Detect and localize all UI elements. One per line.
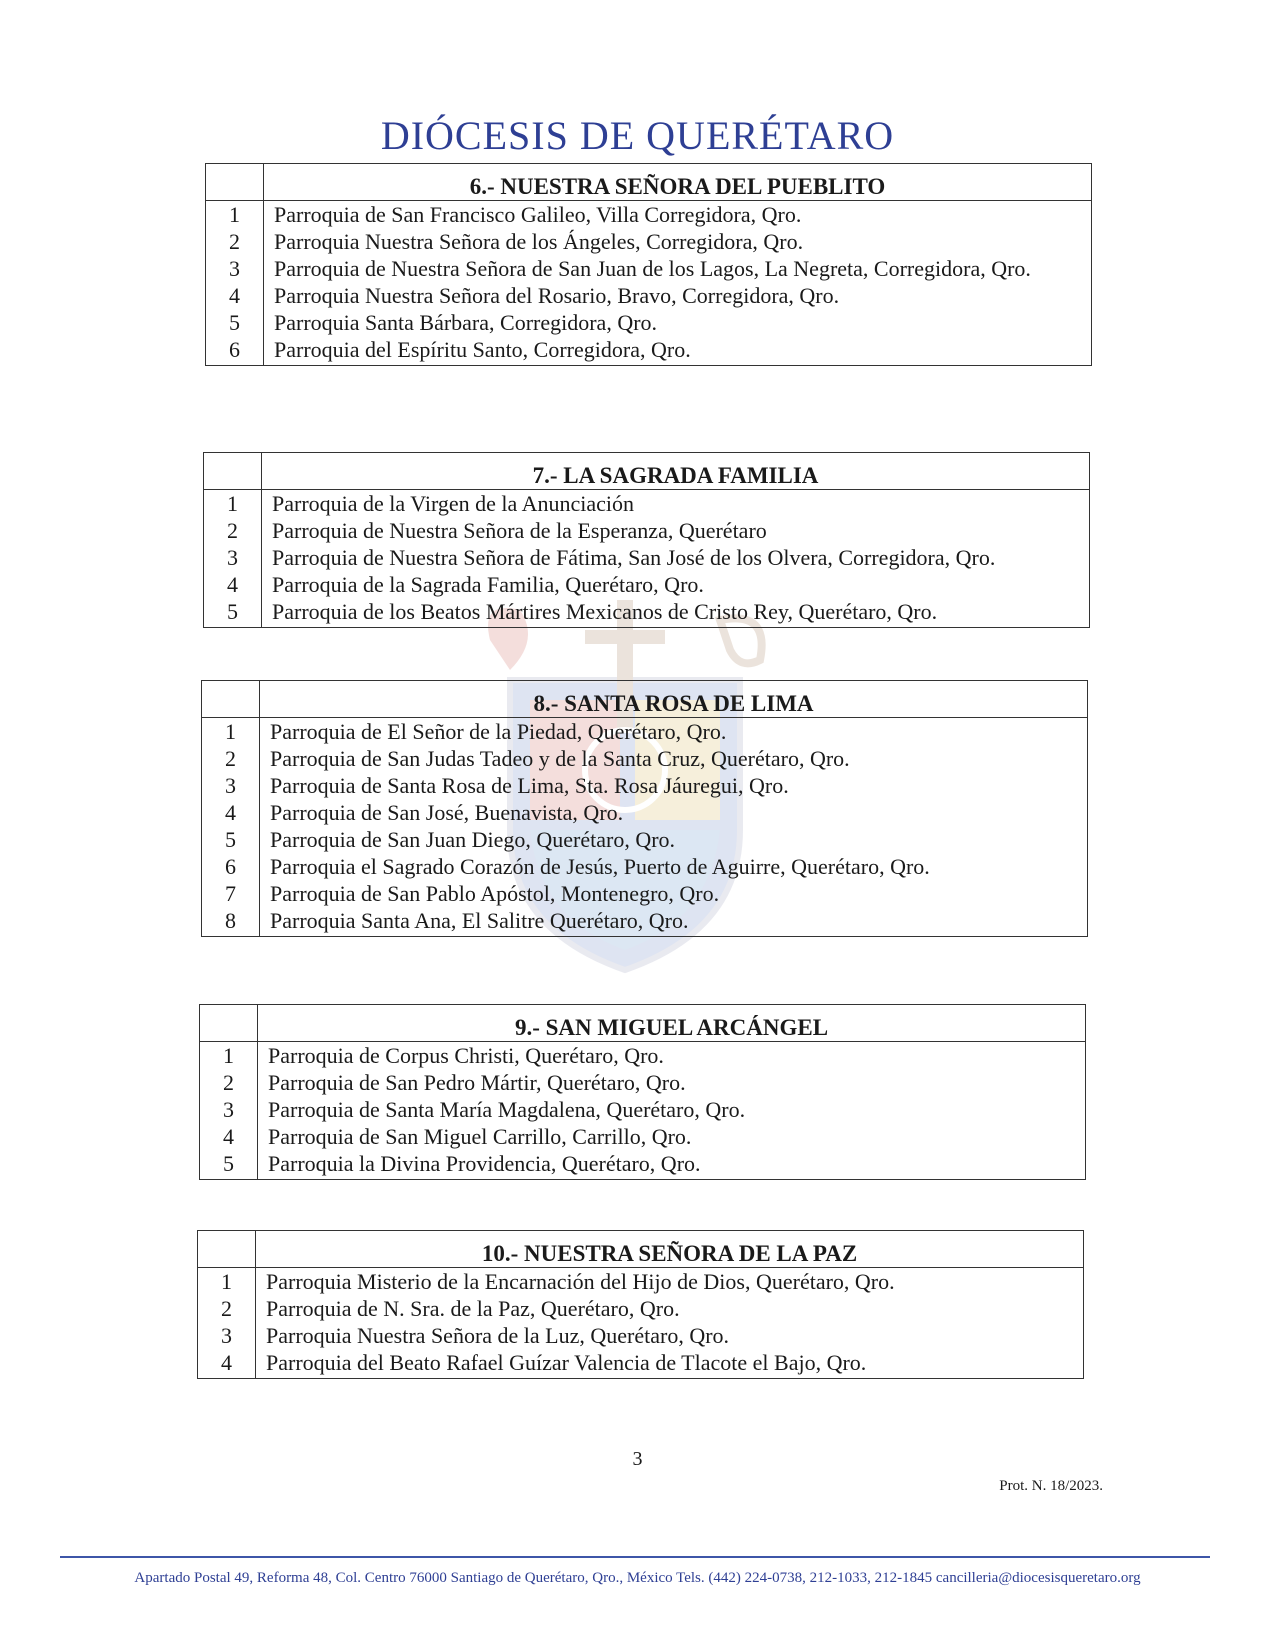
parish-number: 3 <box>206 255 264 282</box>
deanery-title: 9.- SAN MIGUEL ARCÁNGEL <box>258 1005 1086 1042</box>
parish-number: 1 <box>200 1042 258 1070</box>
parish-number: 6 <box>202 853 260 880</box>
table-row <box>200 1123 1086 1150</box>
parish-name: Parroquia de N. Sra. de la Paz, Querétaro, Qro. <box>256 1295 1084 1322</box>
parish-number: 4 <box>202 799 260 826</box>
parish-number: 2 <box>206 228 264 255</box>
parish-name: Parroquia Misterio de la Encarnación del Hijo de Dios, Querétaro, Qro. <box>256 1268 1084 1296</box>
table-row <box>206 255 1092 282</box>
parish-number: 4 <box>200 1123 258 1150</box>
parish-number: 2 <box>204 517 262 544</box>
deanery-title: 8.- SANTA ROSA DE LIMA <box>260 681 1088 718</box>
table-row <box>198 1295 1084 1322</box>
deanery-title: 6.- NUESTRA SEÑORA DEL PUEBLITO <box>264 164 1092 201</box>
table-row <box>204 598 1090 628</box>
deanery-title: 10.- NUESTRA SEÑORA DE LA PAZ <box>256 1231 1084 1268</box>
parish-number: 5 <box>200 1150 258 1180</box>
parish-number: 2 <box>202 745 260 772</box>
table-row <box>202 826 1088 853</box>
table-row <box>206 201 1092 229</box>
parish-name: Parroquia de San Judas Tadeo y de la Santa Cruz, Querétaro, Qro. <box>260 745 1088 772</box>
parish-number: 7 <box>202 880 260 907</box>
parish-number: 1 <box>204 490 262 518</box>
parish-name: Parroquia la Divina Providencia, Querétaro, Qro. <box>258 1150 1086 1180</box>
parish-number: 1 <box>202 718 260 746</box>
header-number-cell <box>202 681 260 718</box>
table-row <box>202 772 1088 799</box>
parish-name: Parroquia de la Sagrada Familia, Querétaro, Qro. <box>262 571 1090 598</box>
parish-number: 3 <box>204 544 262 571</box>
parish-number: 8 <box>202 907 260 937</box>
parish-number: 1 <box>198 1268 256 1296</box>
table-row <box>200 1150 1086 1180</box>
table-row <box>204 517 1090 544</box>
parish-name: Parroquia de San Francisco Galileo, Villa Corregidora, Qro. <box>264 201 1092 229</box>
parish-name: Parroquia de Santa María Magdalena, Querétaro, Qro. <box>258 1096 1086 1123</box>
table-row <box>202 907 1088 937</box>
table-row <box>202 718 1088 746</box>
deanery-title: 7.- LA SAGRADA FAMILIA <box>262 453 1090 490</box>
parish-name: Parroquia de El Señor de la Piedad, Querétaro, Qro. <box>260 718 1088 746</box>
parish-number: 5 <box>202 826 260 853</box>
protocol-number: Prot. N. 18/2023. <box>999 1478 1103 1494</box>
table-row <box>200 1069 1086 1096</box>
table-row <box>206 282 1092 309</box>
table-row <box>200 1042 1086 1070</box>
header-number-cell <box>206 164 264 201</box>
parish-name: Parroquia de Nuestra Señora de San Juan de los Lagos, La Negreta, Corregidora, Qro. <box>264 255 1092 282</box>
table-row <box>202 799 1088 826</box>
parish-name: Parroquia Nuestra Señora de los Ángeles, Corregidora, Qro. <box>264 228 1092 255</box>
footer-divider <box>60 1556 1210 1558</box>
parish-name: Parroquia de San José, Buenavista, Qro. <box>260 799 1088 826</box>
parish-name: Parroquia Nuestra Señora de la Luz, Querétaro, Qro. <box>256 1322 1084 1349</box>
parish-number: 4 <box>206 282 264 309</box>
page-number: 3 <box>632 1448 643 1470</box>
footer-address: Apartado Postal 49, Reforma 48, Col. Centro 76000 Santiago de Querétaro, Qro., México Tels. (442) 224-0738, 212-1033, 212-1845 cancilleria@diocesisqueretaro.org <box>134 1570 1141 1586</box>
parish-number: 4 <box>198 1349 256 1379</box>
table-row <box>204 571 1090 598</box>
parish-number: 3 <box>202 772 260 799</box>
parish-name: Parroquia de San Pablo Apóstol, Montenegro, Qro. <box>260 880 1088 907</box>
table-row <box>200 1096 1086 1123</box>
table-row <box>202 745 1088 772</box>
table-row <box>204 490 1090 518</box>
table-row <box>202 853 1088 880</box>
parish-number: 5 <box>206 309 264 336</box>
deanery-table <box>199 1004 1086 1180</box>
parish-name: Parroquia de San Juan Diego, Querétaro, Qro. <box>260 826 1088 853</box>
table-row <box>198 1349 1084 1379</box>
parish-number: 3 <box>200 1096 258 1123</box>
header-number-cell <box>204 453 262 490</box>
parish-name: Parroquia de Nuestra Señora de Fátima, San José de los Olvera, Corregidora, Qro. <box>262 544 1090 571</box>
table-row <box>198 1268 1084 1296</box>
parish-name: Parroquia Santa Ana, El Salitre Querétaro, Qro. <box>260 907 1088 937</box>
deanery-table <box>203 452 1090 628</box>
parish-name: Parroquia de Santa Rosa de Lima, Sta. Rosa Jáuregui, Qro. <box>260 772 1088 799</box>
parish-name: Parroquia de los Beatos Mártires Mexicanos de Cristo Rey, Querétaro, Qro. <box>262 598 1090 628</box>
parish-name: Parroquia de Corpus Christi, Querétaro, Qro. <box>258 1042 1086 1070</box>
deanery-table <box>197 1230 1084 1379</box>
parish-number: 5 <box>204 598 262 628</box>
parish-number: 1 <box>206 201 264 229</box>
table-row <box>206 336 1092 366</box>
table-row <box>206 228 1092 255</box>
header-number-cell <box>200 1005 258 1042</box>
parish-name: Parroquia Santa Bárbara, Corregidora, Qro. <box>264 309 1092 336</box>
table-row <box>204 544 1090 571</box>
parish-name: Parroquia de San Pedro Mártir, Querétaro, Qro. <box>258 1069 1086 1096</box>
table-row <box>198 1322 1084 1349</box>
parish-name: Parroquia el Sagrado Corazón de Jesús, Puerto de Aguirre, Querétaro, Qro. <box>260 853 1088 880</box>
parish-name: Parroquia del Espíritu Santo, Corregidora, Qro. <box>264 336 1092 366</box>
parish-name: Parroquia Nuestra Señora del Rosario, Bravo, Corregidora, Qro. <box>264 282 1092 309</box>
parish-name: Parroquia del Beato Rafael Guízar Valencia de Tlacote el Bajo, Qro. <box>256 1349 1084 1379</box>
parish-name: Parroquia de San Miguel Carrillo, Carrillo, Qro. <box>258 1123 1086 1150</box>
page-title: DIÓCESIS DE QUERÉTARO <box>380 113 895 158</box>
table-row <box>202 880 1088 907</box>
table-row <box>206 309 1092 336</box>
deanery-table <box>201 680 1088 937</box>
parish-name: Parroquia de la Virgen de la Anunciación <box>262 490 1090 518</box>
parish-number: 2 <box>200 1069 258 1096</box>
parish-number: 2 <box>198 1295 256 1322</box>
parish-number: 6 <box>206 336 264 366</box>
parish-number: 4 <box>204 571 262 598</box>
parish-name: Parroquia de Nuestra Señora de la Esperanza, Querétaro <box>262 517 1090 544</box>
deanery-table <box>205 163 1092 366</box>
header-number-cell <box>198 1231 256 1268</box>
parish-number: 3 <box>198 1322 256 1349</box>
